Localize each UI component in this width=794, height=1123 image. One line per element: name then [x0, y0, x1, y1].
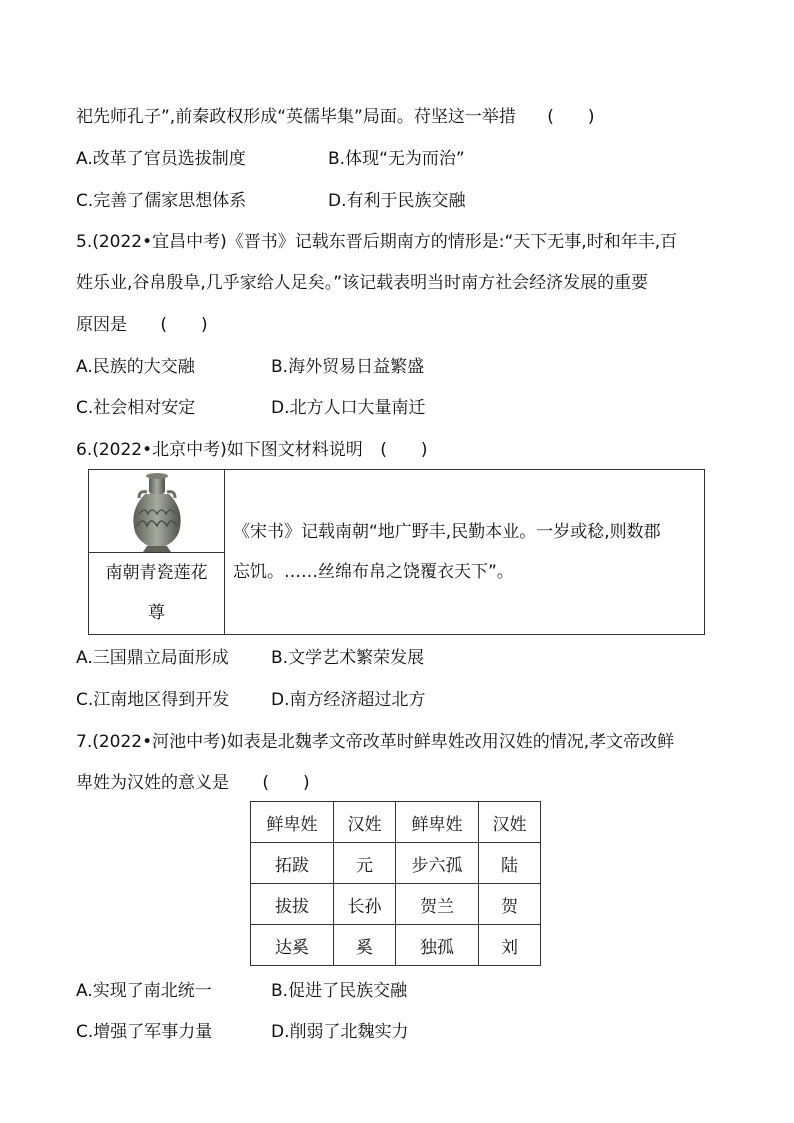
q7-stem-line1: 7.(2022•河池中考)如表是北魏孝文帝改革时鲜卑姓改用汉姓的情况,孝文帝改鲜 [76, 732, 675, 752]
q4-stem-text: 祀先师孔子”,前秦政权形成“英儒毕集”局面。苻坚这一举措 [76, 107, 516, 127]
table-cell: 独孤 [396, 925, 479, 966]
q6-option-b: B.文学艺术繁荣发展 [271, 648, 425, 668]
q4-option-d: D.有利于民族交融 [328, 191, 466, 211]
table-cell: 长孙 [334, 884, 396, 925]
q6-stem [76, 439, 427, 461]
q6-image-cell [89, 470, 225, 553]
q5-option-b: B.海外贸易日益繁盛 [271, 357, 425, 377]
table-cell: 元 [334, 843, 396, 884]
q5-stem-text: 原因是 [76, 315, 127, 335]
q6-text-line1: 《宋书》记载南朝“地广野丰,民勤本业。一岁或稔,则数郡 [233, 522, 661, 542]
q7-option-c: C.增强了军事力量 [76, 1022, 213, 1042]
table-cell: 奚 [334, 925, 396, 966]
q6-caption-line1: 南朝青瓷莲花 [105, 563, 208, 583]
table-cell: 刘 [479, 925, 541, 966]
q4-option-c: C.完善了儒家思想体系 [76, 191, 247, 211]
q5-stem-line2: 姓乐业,谷帛殷阜,几乎家给人足矣。”该记载表明当时南方社会经济发展的重要 [76, 273, 649, 293]
q7-answer-paren: ( ) [262, 773, 310, 793]
q4-option-a: A.改革了官员选拔制度 [76, 149, 246, 169]
q7-stem-line2 [76, 772, 310, 794]
q7-surname-table [250, 801, 541, 966]
q5-answer-paren: ( ) [160, 315, 208, 335]
q5-stem-line3 [76, 314, 208, 336]
table-cell: 拔拔 [251, 884, 334, 925]
q5-option-c: C.社会相对安定 [76, 398, 196, 418]
q5-option-d: D.北方人口大量南迁 [271, 398, 426, 418]
q6-answer-paren: ( ) [380, 440, 428, 460]
q7-option-a: A.实现了南北统一 [76, 981, 212, 1001]
table-cell: 步六孤 [396, 843, 479, 884]
q4-answer-paren: ( ) [547, 107, 595, 127]
celadon-lotus-zun-image [89, 470, 225, 553]
q6-option-a: A.三国鼎立局面形成 [76, 648, 229, 668]
q6-material-table [88, 469, 705, 635]
q6-stem-text: 6.(2022•北京中考)如下图文材料说明 [76, 440, 363, 460]
table-header-cell: 汉姓 [334, 802, 396, 843]
q5-stem-line1: 5.(2022•宜昌中考)《晋书》记载东晋后期南方的情形是:“天下无事,时和年丰,百 [76, 232, 678, 252]
table-cell: 陆 [479, 843, 541, 884]
table-header-cell: 鲜卑姓 [396, 802, 479, 843]
q6-option-d: D.南方经济超过北方 [271, 690, 426, 710]
q6-option-c: C.江南地区得到开发 [76, 690, 230, 710]
q4-option-b: B.体现“无为而治” [328, 149, 465, 169]
q6-text-line2: 忘饥。……丝绵布帛之饶覆衣天下”。 [233, 562, 514, 582]
table-row [251, 925, 541, 966]
table-header-cell: 鲜卑姓 [251, 802, 334, 843]
q7-option-b: B.促进了民族交融 [271, 981, 408, 1001]
q7-option-d: D.削弱了北魏实力 [271, 1022, 409, 1042]
table-cell: 贺 [479, 884, 541, 925]
q4-stem-tail [76, 106, 595, 128]
table-cell: 拓跋 [251, 843, 334, 884]
q6-caption-line2: 尊 [148, 603, 165, 623]
table-cell: 贺兰 [396, 884, 479, 925]
q6-text-cell [225, 470, 704, 634]
table-header-row [251, 802, 541, 843]
q7-stem-text: 卑姓为汉姓的意义是 [76, 773, 229, 793]
table-row [251, 884, 541, 925]
table-header-cell: 汉姓 [479, 802, 541, 843]
q6-image-caption [89, 553, 225, 634]
q5-option-a: A.民族的大交融 [76, 357, 195, 377]
table-cell: 达奚 [251, 925, 334, 966]
table-row [251, 843, 541, 884]
